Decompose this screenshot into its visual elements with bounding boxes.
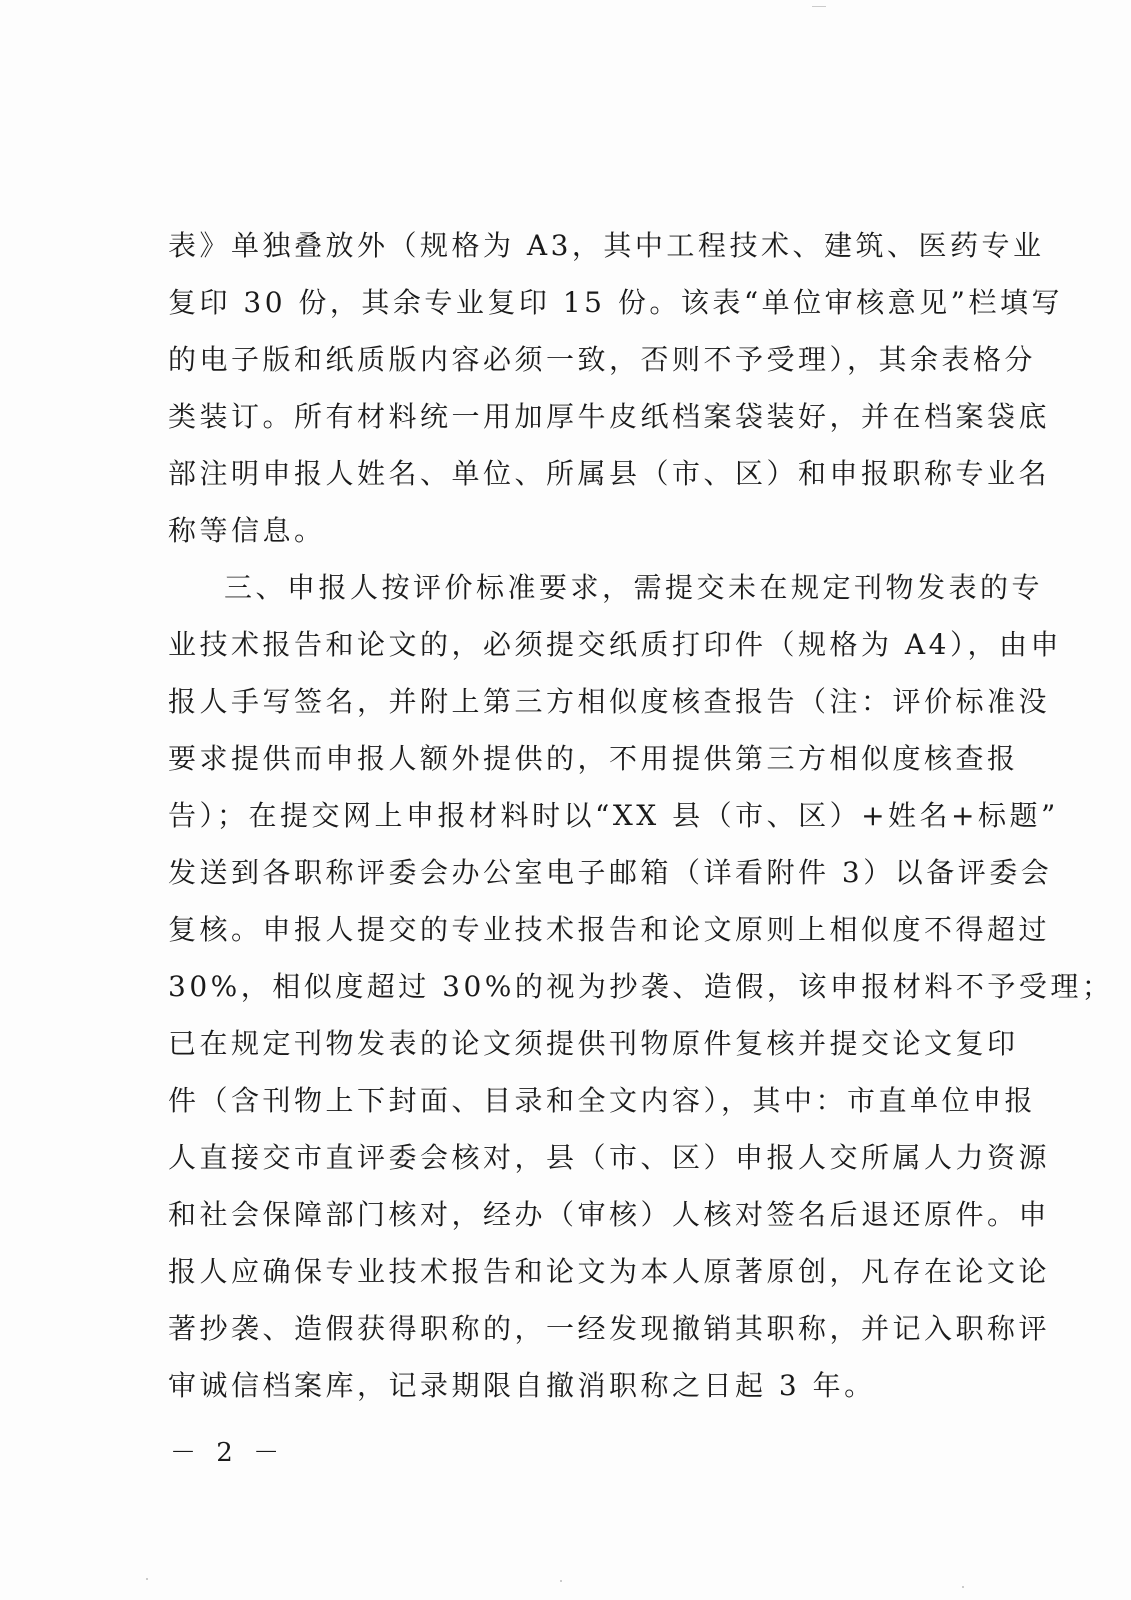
- text-line: 的电子版和纸质版内容必须一致，否则不予受理），其余表格分: [168, 343, 1037, 376]
- text-line: 报人应确保专业技术报告和论文为本人原著原创，凡存在论文论: [168, 1255, 1051, 1288]
- text-line: 发送到各职称评委会办公室电子邮箱（详看附件 3）以备评委会: [168, 856, 1053, 889]
- scan-mark: [146, 1578, 148, 1580]
- text-line: 复核。申报人提交的专业技术报告和论文原则上相似度不得超过: [168, 913, 1051, 946]
- text-line: 件（含刊物上下封面、目录和全文内容），其中：市直单位申报: [168, 1084, 1037, 1117]
- text-line: 和社会保障部门核对，经办（审核）人核对签名后退还原件。申: [168, 1198, 1051, 1231]
- text-line: 要求提供而申报人额外提供的，不用提供第三方相似度核查报: [168, 742, 1019, 775]
- scan-mark: [560, 1580, 562, 1582]
- body-text: [168, 217, 1114, 1414]
- page-number: － 2 －: [170, 1438, 286, 1468]
- text-line: 著抄袭、造假获得职称的，一经发现撤销其职称，并记入职称评: [168, 1312, 1051, 1345]
- text-line: 称等信息。: [168, 514, 326, 547]
- text-line: 部注明申报人姓名、单位、所属县（市、区）和申报职称专业名: [168, 457, 1051, 490]
- text-line: 业技术报告和论文的，必须提交纸质打印件（规格为 A4），由申: [168, 628, 1062, 661]
- text-line: 审诚信档案库，记录期限自撤消职称之日起 3 年。: [168, 1369, 876, 1402]
- scan-mark: [962, 1586, 964, 1588]
- text-line: 表》单独叠放外（规格为 A3，其中工程技术、建筑、医药专业: [168, 229, 1045, 262]
- section-three-heading-line: 三、申报人按评价标准要求，需提交未在规定刊物发表的专: [224, 571, 1044, 604]
- text-line: 已在规定刊物发表的论文须提供刊物原件复核并提交论文复印: [168, 1027, 1019, 1060]
- text-line: 30%，相似度超过 30%的视为抄袭、造假，该申报材料不予受理；: [168, 970, 1114, 1003]
- text-line: 类装订。所有材料统一用加厚牛皮纸档案袋装好，并在档案袋底: [168, 400, 1051, 433]
- scan-mark: [812, 6, 826, 7]
- text-line: 报人手写签名，并附上第三方相似度核查报告（注：评价标准没: [168, 685, 1051, 718]
- text-line: 人直接交市直评委会核对，县（市、区）申报人交所属人力资源: [168, 1141, 1051, 1174]
- text-line: 告）；在提交网上申报材料时以“XX 县（市、区）+姓名+标题”: [168, 799, 1059, 832]
- text-line: 复印 30 份，其余专业复印 15 份。该表“单位审核意见”栏填写: [168, 286, 1063, 319]
